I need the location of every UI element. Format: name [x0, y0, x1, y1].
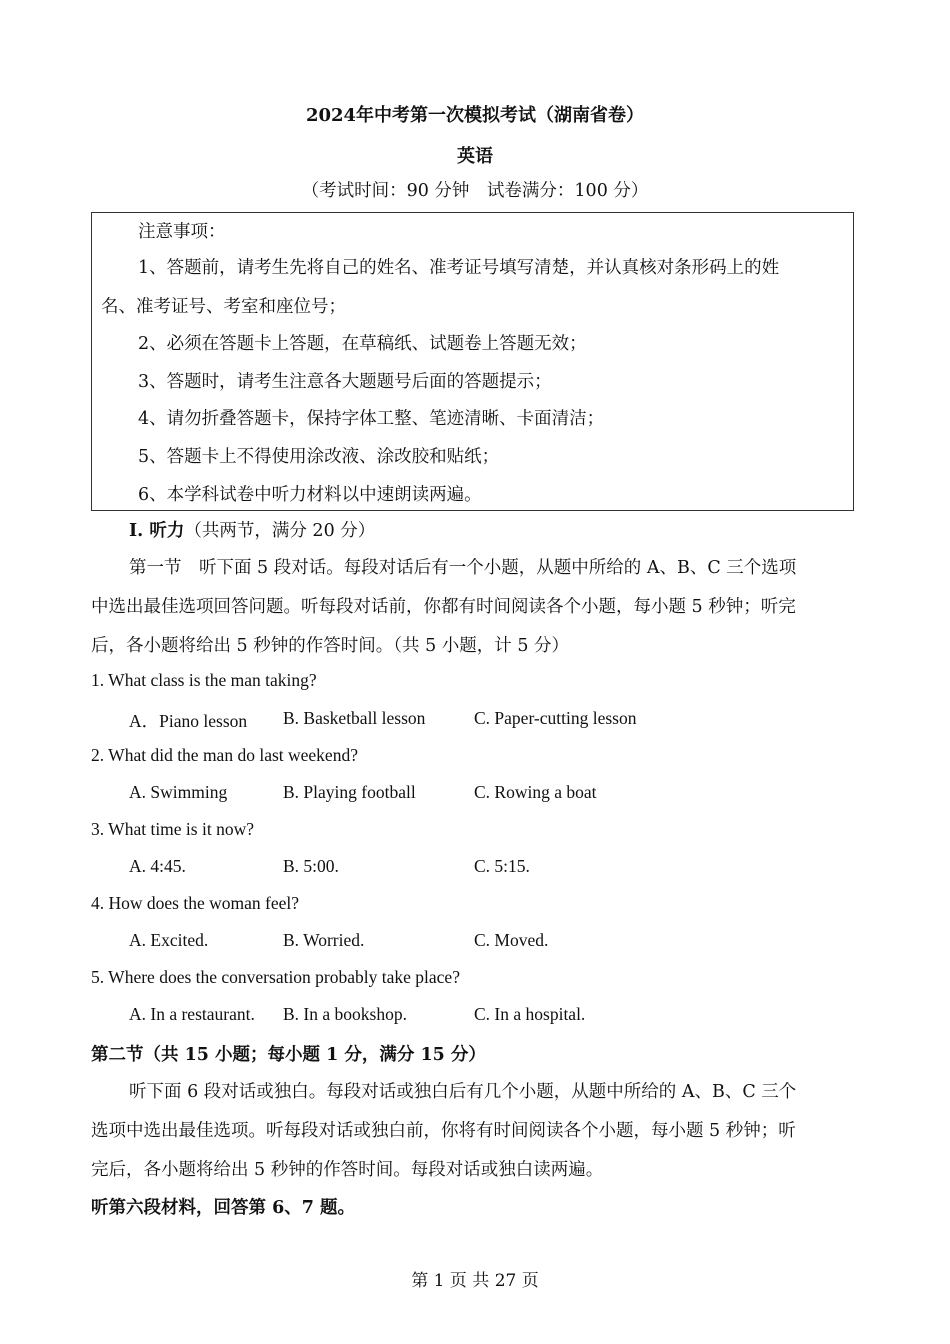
option-a: A. Excited.: [129, 930, 209, 950]
page-footer: 第 1 页 共 27 页: [411, 1271, 539, 1291]
notice-item: 名、准考证号、考室和座位号；: [101, 297, 346, 317]
option-b: B. Worried.: [283, 930, 365, 950]
option-a: A. 4:45.: [129, 856, 186, 876]
part2-instruction: 听下面 6 段对话或独白。每段对话或独白后有几个小题，从题中所给的 A、B、C 三个: [129, 1082, 797, 1102]
material-6-heading: 听第六段材料，回答第 6、7 题。: [91, 1198, 356, 1218]
option-b: B. Basketball lesson: [283, 708, 426, 728]
exam-info: （考试时间：90 分钟 试卷满分：100 分）: [301, 181, 649, 201]
notice-item: 4、请勿折叠答题卡，保持字体工整、笔迹清晰、卡面清洁；: [138, 409, 605, 429]
option-c: C. Moved.: [474, 930, 549, 950]
question-3: 3. What time is it now?: [91, 819, 254, 839]
option-b: B. 5:00.: [283, 856, 339, 876]
option-a: A. Swimming: [129, 782, 228, 802]
question-5: 5. Where does the conversation probably take place?: [91, 967, 460, 987]
subject-title: 英语: [457, 146, 493, 167]
part2-instruction: 完后，各小题将给出 5 秒钟的作答时间。每段对话或独白读两遍。: [91, 1160, 604, 1180]
question-1: 1. What class is the man taking?: [91, 670, 317, 690]
option-c: C. Rowing a boat: [474, 782, 597, 802]
part2-heading: 第二节（共 15 小题；每小题 1 分，满分 15 分）: [91, 1045, 486, 1065]
notice-item: 6、本学科试卷中听力材料以中速朗读两遍。: [138, 485, 482, 505]
question-4: 4. How does the woman feel?: [91, 893, 299, 913]
part1-instruction: 中选出最佳选项回答问题。听每段对话前，你都有时间阅读各个小题，每小题 5 秒钟；听完: [91, 597, 796, 617]
part2-instruction: 选项中选出最佳选项。听每段对话或独白前，你将有时间阅读各个小题，每小题 5 秒钟；听: [91, 1121, 796, 1141]
option-a: A. In a restaurant.: [129, 1004, 255, 1024]
section-heading-title: I. 听力: [129, 521, 185, 541]
notice-item: 1、答题前，请考生先将自己的姓名、准考证号填写清楚，并认真核对条形码上的姓: [138, 258, 780, 278]
notice-item: 2、必须在答题卡上答题，在草稿纸、试题卷上答题无效；: [138, 334, 587, 354]
option-b: B. In a bookshop.: [283, 1004, 407, 1024]
section-heading-score: （共两节，满分 20 分）: [184, 521, 376, 541]
exam-title: 2024年中考第一次模拟考试（湖南省卷）: [305, 105, 645, 126]
option-b: B. Playing football: [283, 782, 416, 802]
option-c: C. In a hospital.: [474, 1004, 586, 1024]
option-c: C. Paper-cutting lesson: [474, 708, 637, 728]
notice-item: 3、答题时，请考生注意各大题题号后面的答题提示；: [138, 372, 552, 392]
notice-heading: 注意事项：: [138, 222, 226, 242]
notice-item: 5、答题卡上不得使用涂改液、涂改胶和贴纸；: [138, 447, 500, 467]
question-2: 2. What did the man do last weekend?: [91, 745, 358, 765]
option-a: A．Piano lesson: [129, 711, 248, 731]
section-heading: [129, 517, 375, 542]
option-c: C. 5:15.: [474, 856, 530, 876]
part1-instruction: 第一节 听下面 5 段对话。每段对话后有一个小题，从题中所给的 A、B、C 三个选项: [129, 558, 797, 578]
part1-instruction: 后，各小题将给出 5 秒钟的作答时间。（共 5 小题，计 5 分）: [91, 636, 570, 656]
